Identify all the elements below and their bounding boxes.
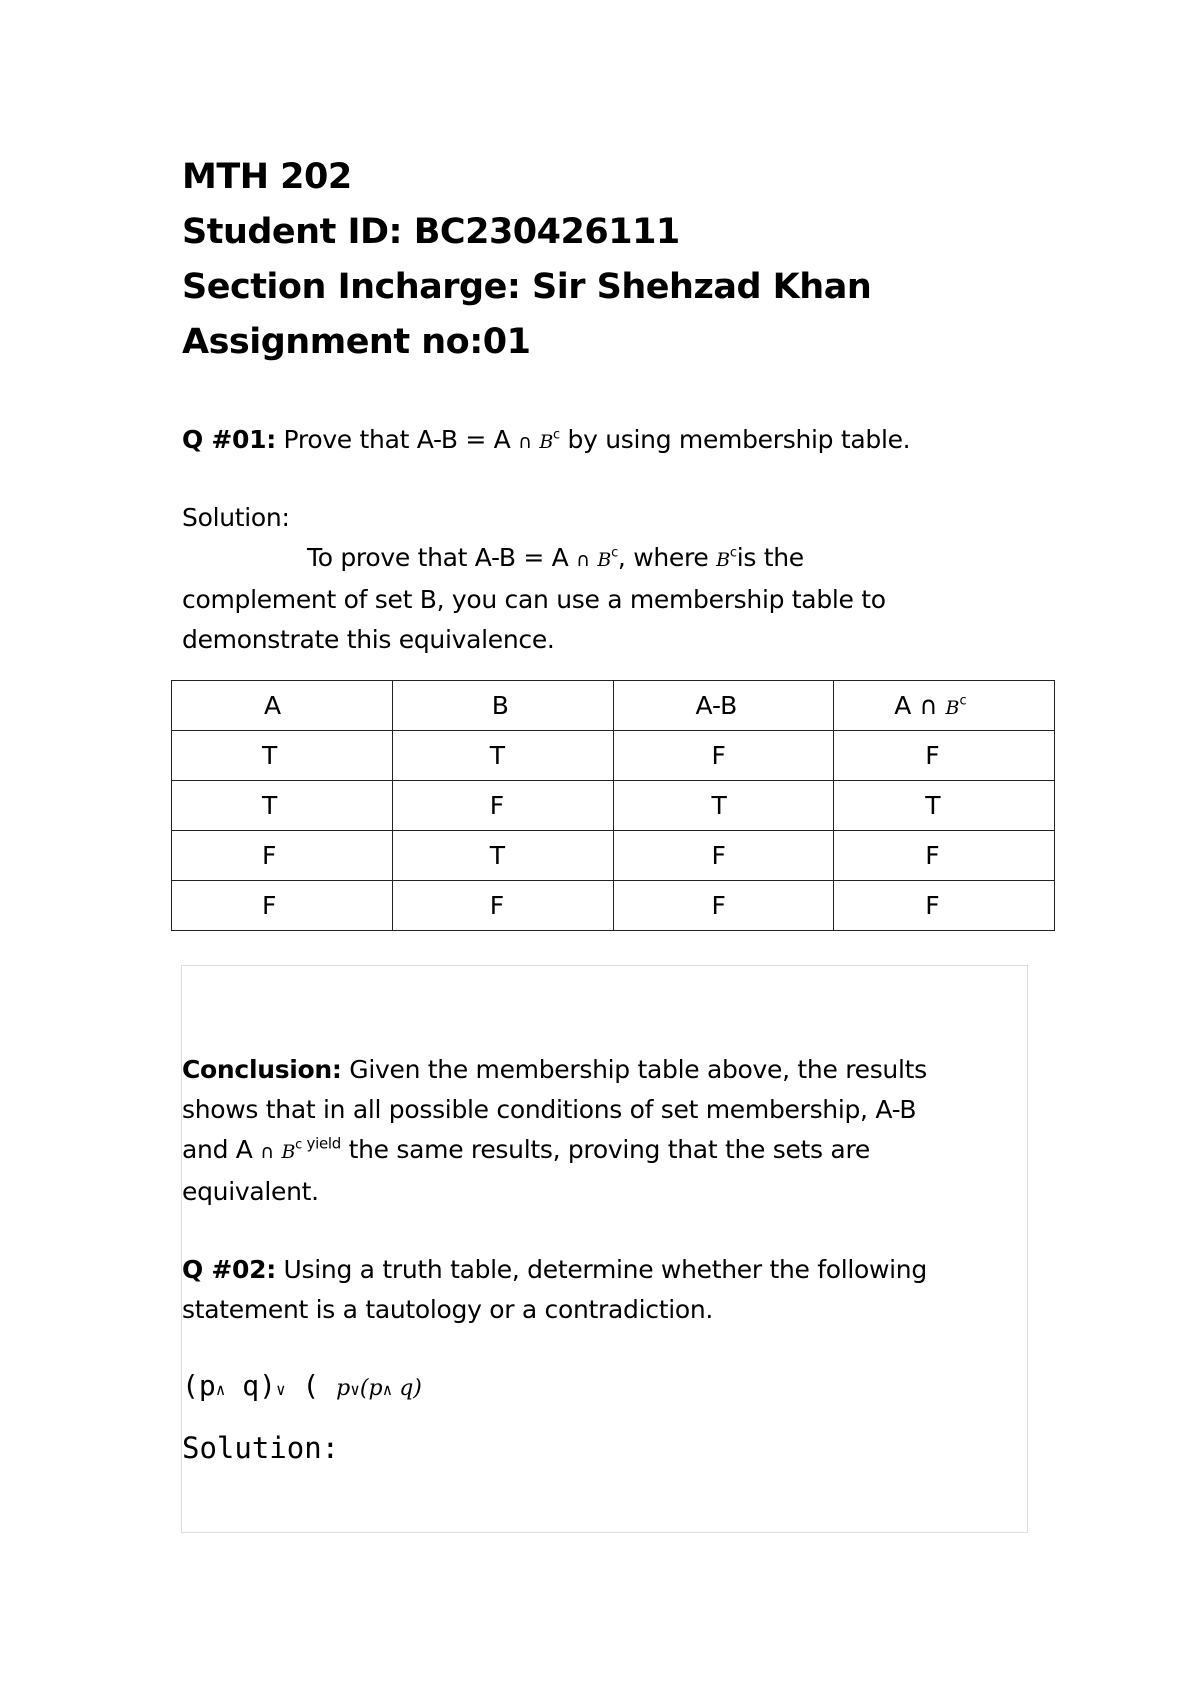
question-2: [182, 1250, 927, 1330]
intersection-symbol: ∩: [518, 431, 532, 453]
question-1-text-end: by using membership table.: [559, 425, 911, 454]
solution-1-paragraph: [182, 538, 886, 660]
intersection-symbol: ∩: [576, 549, 590, 571]
table-cell: T: [392, 731, 613, 781]
table-cell: F: [613, 881, 834, 931]
complement-superscript: c: [295, 1137, 303, 1153]
table-cell: F: [613, 731, 834, 781]
table-cell: F: [834, 881, 1055, 931]
solution-2-label: Solution:: [182, 1431, 340, 1465]
header-cell-b: B: [392, 681, 613, 731]
set-b-symbol: B: [281, 1141, 296, 1163]
membership-table: [171, 680, 1055, 931]
set-b-symbol: B: [597, 549, 612, 571]
table-row: [172, 731, 1055, 781]
document-heading: [182, 150, 1082, 370]
conclusion-line-1: Conclusion: Given the membership table above, the results: [182, 1055, 927, 1084]
complement-superscript: c: [553, 427, 560, 443]
course-code: MTH 202: [182, 157, 352, 197]
table-cell: T: [392, 831, 613, 881]
question-2-line-2: statement is a tautology or a contradiction.: [182, 1295, 714, 1324]
table-cell: F: [834, 831, 1055, 881]
table-row: [172, 831, 1055, 881]
section-incharge: Section Incharge: Sir Shehzad Khan: [182, 267, 872, 307]
conclusion-line-2: shows that in all possible conditions of set membership, A-B: [182, 1095, 917, 1124]
assignment-number: Assignment no:01: [182, 322, 531, 362]
table-cell: T: [613, 781, 834, 831]
conclusion-line-4: equivalent.: [182, 1177, 319, 1206]
table-cell: F: [392, 881, 613, 931]
table-cell: F: [172, 831, 393, 881]
conclusion-line-3: and A ∩ $B^c$ $^{yield}$ the same results, proving that the sets are: [182, 1134, 870, 1164]
header-cell-a-minus-b: A-B: [613, 681, 834, 731]
solution-1-label: Solution:: [182, 503, 290, 532]
logical-expression: (p∧ q)∨ ( p∨(p∧ q): [182, 1369, 422, 1402]
table-header-row: [172, 681, 1055, 731]
yield-superscript: yield: [302, 1134, 341, 1153]
table-cell: T: [172, 781, 393, 831]
table-cell: F: [392, 781, 613, 831]
complement-superscript: c: [611, 545, 618, 561]
solution-1-line-2: complement of set B, you can use a membership table to: [182, 585, 886, 614]
question-1: [182, 420, 910, 462]
table-cell: T: [172, 731, 393, 781]
set-b-symbol: B: [716, 549, 730, 571]
complement-superscript: c: [729, 545, 737, 561]
header-cell-a-intersect-bc: A ∩ $B^c$: [834, 681, 1055, 731]
table-cell: F: [613, 831, 834, 881]
table-cell: T: [834, 781, 1055, 831]
table-row: [172, 881, 1055, 931]
conclusion-label: Conclusion:: [182, 1055, 342, 1084]
student-id: Student ID: BC230426111: [182, 212, 680, 252]
header-cell-a: A: [172, 681, 393, 731]
conclusion-paragraph: [182, 1050, 927, 1212]
question-2-label: Q #02:: [182, 1255, 276, 1284]
table-cell: F: [172, 881, 393, 931]
question-1-text-start: Prove that A-B = A: [275, 425, 519, 454]
set-b-symbol: B: [539, 431, 554, 453]
intersection-symbol: ∩: [260, 1141, 274, 1163]
table-row: [172, 781, 1055, 831]
table-cell: F: [834, 731, 1055, 781]
solution-1-line-3: demonstrate this equivalence.: [182, 625, 555, 654]
question-1-label: Q #01:: [182, 425, 276, 454]
question-2-line-1: Q #02: Using a truth table, determine whether the following: [182, 1255, 927, 1284]
solution-1-line-1: To prove that A-B = A ∩ $B^c$, where $B^cis$ the: [307, 543, 804, 572]
